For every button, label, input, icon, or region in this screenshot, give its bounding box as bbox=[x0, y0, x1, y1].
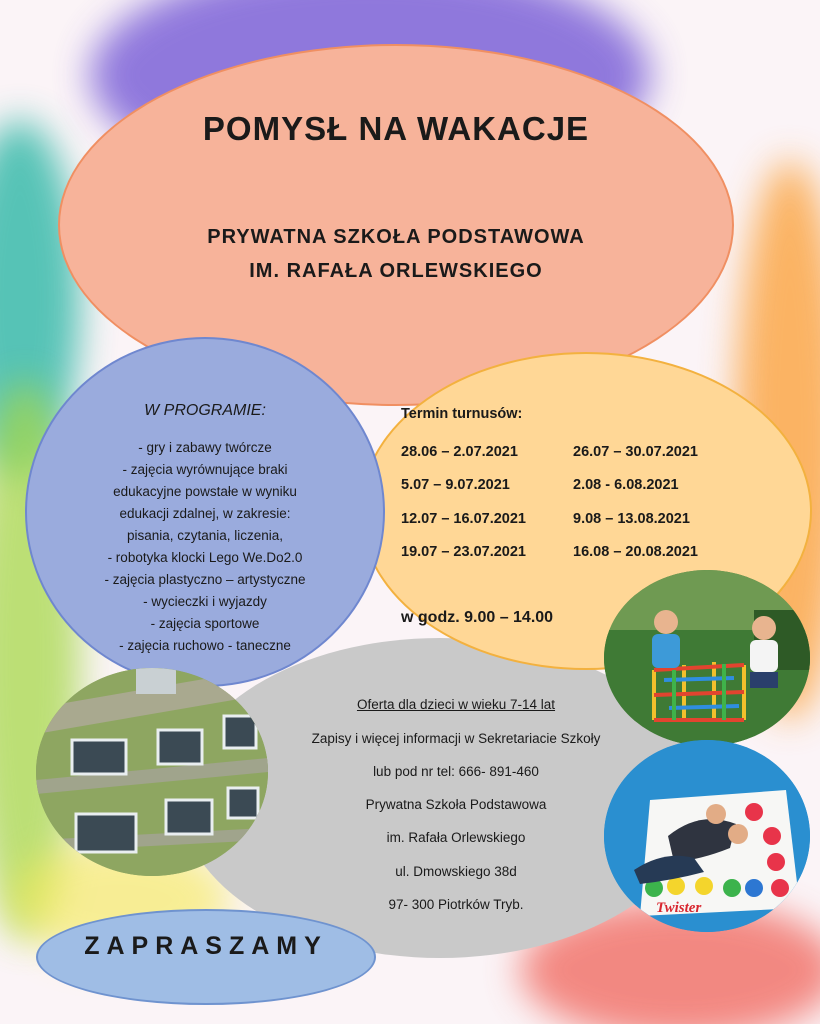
program-line: - wycieczki i wyjazdy bbox=[143, 594, 267, 609]
school-name-line1: PRYWATNA SZKOŁA PODSTAWOWA bbox=[207, 226, 585, 248]
twister-logo-text: Twister bbox=[656, 900, 702, 916]
info-phone-line: lub pod nr tel: 666- 891-460 bbox=[373, 764, 539, 779]
poster-title: POMYSŁ NA WAKACJE bbox=[202, 110, 590, 147]
invite-text: ZAPRASZAMY bbox=[84, 932, 328, 960]
terms-hours: w godz. 9.00 – 14.00 bbox=[401, 609, 554, 626]
terms-heading: Termin turnusów: bbox=[401, 406, 523, 422]
program-line: - gry i zabawy twórcze bbox=[138, 440, 272, 455]
program-line: - robotyka klocki Lego We.Do2.0 bbox=[107, 550, 303, 565]
term-date: 9.08 – 13.08.2021 bbox=[573, 511, 690, 527]
term-date: 16.08 – 20.08.2021 bbox=[573, 544, 698, 560]
info-line: Zapisy i więcej informacji w Sekretariacie Szkoły bbox=[311, 731, 601, 746]
term-date: 2.08 - 6.08.2021 bbox=[573, 477, 679, 493]
info-city-line: 97- 300 Piotrków Tryb. bbox=[388, 897, 524, 912]
program-heading: W PROGRAMIE: bbox=[144, 402, 266, 419]
term-date: 26.07 – 30.07.2021 bbox=[573, 444, 698, 460]
program-line: pisania, czytania, liczenia, bbox=[126, 528, 284, 543]
offer-age-line: Oferta dla dzieci w wieku 7-14 lat bbox=[356, 697, 556, 712]
school-building-illustration bbox=[36, 668, 268, 876]
program-line: edukacji zdalnej, w zakresie: bbox=[119, 506, 291, 521]
term-date: 19.07 – 23.07.2021 bbox=[401, 544, 526, 560]
term-date: 12.07 – 16.07.2021 bbox=[401, 511, 526, 527]
school-name-line2: IM. RAFAŁA ORLEWSKIEGO bbox=[249, 260, 543, 282]
school-building-photo bbox=[36, 668, 268, 876]
program-line: - zajęcia wyrównujące braki bbox=[122, 462, 288, 477]
info-address-line: ul. Dmowskiego 38d bbox=[395, 864, 517, 879]
program-line: - zajęcia ruchowo - taneczne bbox=[119, 638, 291, 653]
kids-construction-photo bbox=[604, 570, 810, 746]
term-date: 5.07 – 9.07.2021 bbox=[401, 477, 510, 493]
term-date: 28.06 – 2.07.2021 bbox=[401, 444, 518, 460]
program-line: - zajęcia plastyczno – artystyczne bbox=[104, 572, 306, 587]
info-line: Prywatna Szkoła Podstawowa bbox=[365, 797, 547, 812]
program-line: edukacyjne powstałe w wyniku bbox=[113, 484, 297, 499]
program-line: - zajęcia sportowe bbox=[150, 616, 260, 631]
info-line: im. Rafała Orlewskiego bbox=[386, 830, 526, 845]
kids-construction-illustration bbox=[604, 570, 810, 746]
